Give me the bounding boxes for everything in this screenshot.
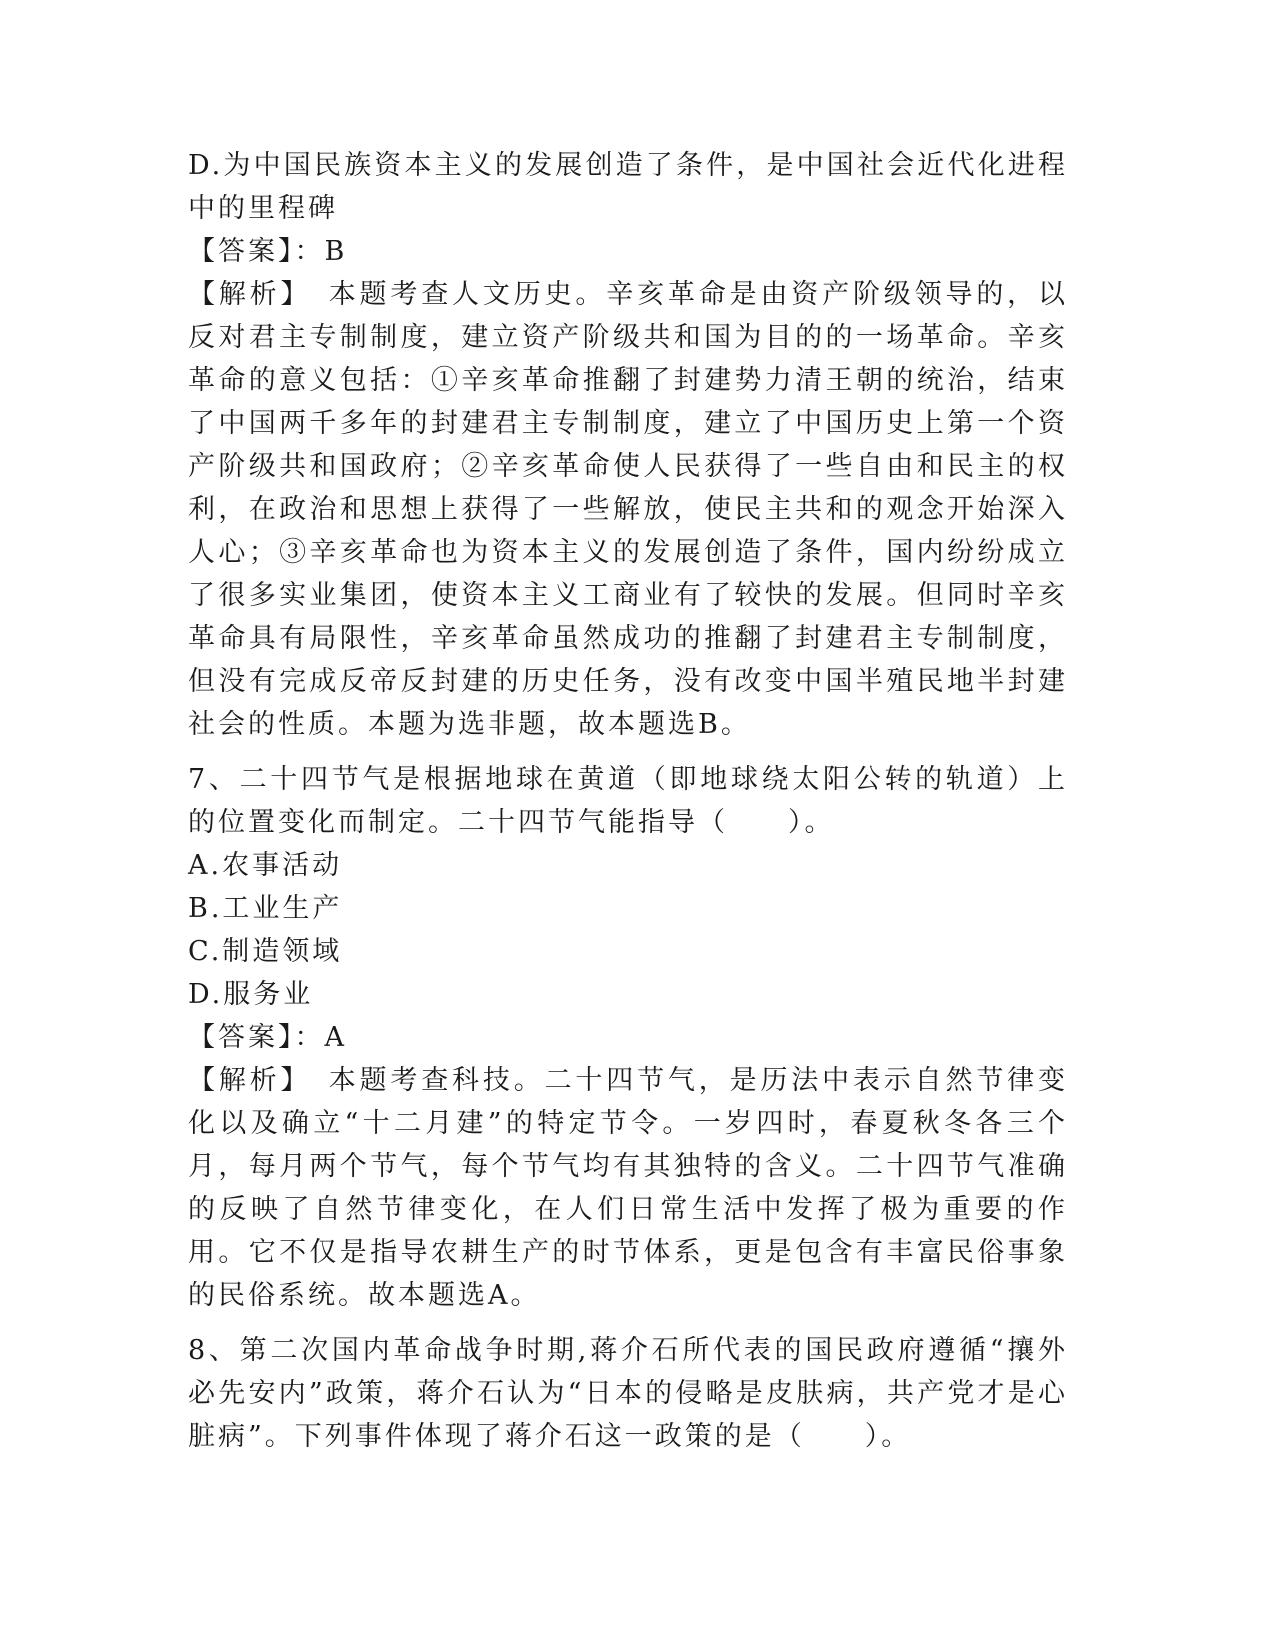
q7-analysis: 【解析】 本题考查科技。二十四节气，是历法中表示自然节律变化以及确立“十二月建”的特定节令。一岁四时，春夏秋冬各三个月，每月两个节气，每个节气均有其独特的含义。二十四节气准确的反映了自然节律变化，在人们日常生活中发挥了极为重要的作用。它不仅是指导农耕生产的时节体系，更是包含有丰富民俗事象的民俗系统。故本题选A。 [188, 1065, 1068, 1311]
q7-answer: 【答案】：A [188, 1022, 347, 1053]
q6-analysis: 【解析】 本题考查人文历史。辛亥革命是由资产阶级领导的，以反对君主专制制度，建立资产阶级共和国为目的的一场革命。辛亥革命的意义包括：①辛亥革命推翻了封建势力清王朝的统治，结束了中国两千多年的封建君主专制制度，建立了中国历史上第一个资产阶级共和国政府；②辛亥革命使人民获得了一些自由和民主的权利，在政治和思想上获得了一些解放，使民主共和的观念开始深入人心；③辛亥革命也为资本主义的发展创造了条件，国内纷纷成立了很多实业集团，使资本主义工商业有了较快的发展。但同时辛亥革命具有局限性，辛亥革命虽然成功的推翻了封建君主专制制度，但没有完成反帝反封建的历史任务，没有改变中国半殖民地半封建社会的性质。本题为选非题，故本题选B。 [188, 279, 1068, 740]
q7-option-c: C.制造领域 [188, 936, 343, 967]
q6-answer: 【答案】：B [188, 236, 348, 267]
document-content [188, 144, 1068, 1458]
spacer [188, 746, 1068, 758]
q8-stem: 8、第二次国内革命战争时期,蒋介石所代表的国民政府遵循“攘外必先安内”政策，蒋介石认为“日本的侵略是皮肤病，共产党才是心脏病”。下列事件体现了蒋介石这一政策的是（ ）。 [188, 1335, 1068, 1452]
q7-option-d: D.服务业 [188, 979, 314, 1010]
q7-option-a: A.农事活动 [188, 850, 343, 881]
q7-stem: 7、二十四节气是根据地球在黄道（即地球绕太阳公转的轨道）上的位置变化而制定。二十四节气能指导（ ）。 [188, 764, 1068, 838]
spacer [188, 1317, 1068, 1329]
q6-option-d: D.为中国民族资本主义的发展创造了条件，是中国社会近代化进程中的里程碑 [188, 150, 1068, 224]
q7-option-b: B.工业生产 [188, 893, 343, 924]
